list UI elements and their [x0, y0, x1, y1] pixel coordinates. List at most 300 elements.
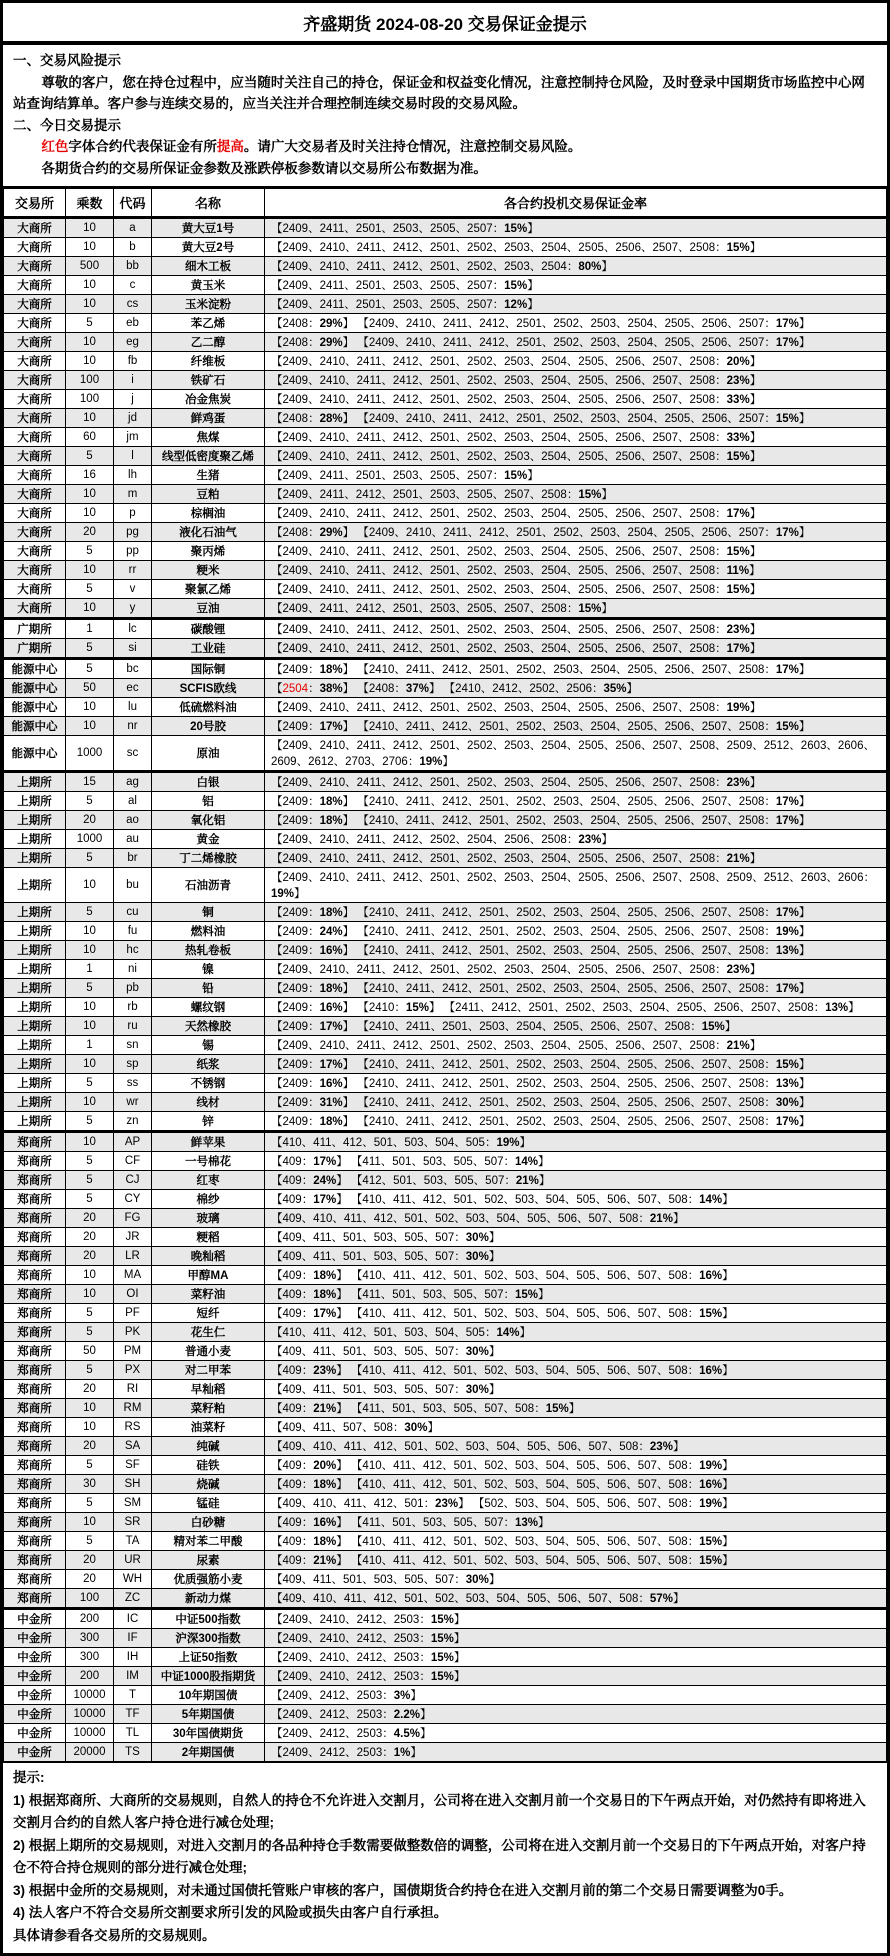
name-cell: 中证500指数: [152, 1609, 265, 1629]
exchange-cell: 大商所: [4, 257, 66, 276]
name-cell: 焦煤: [152, 428, 265, 447]
col-header-exchange: 交易所: [4, 189, 66, 218]
code-cell: ag: [114, 772, 152, 792]
exchange-cell: 中金所: [4, 1609, 66, 1629]
table-row: [4, 922, 887, 941]
multiplier-cell: 5: [66, 1074, 114, 1093]
name-cell: 铝: [152, 792, 265, 811]
table-row: [4, 679, 887, 698]
exchange-cell: 郑商所: [4, 1132, 66, 1152]
table-row: [4, 1285, 887, 1304]
name-cell: 天然橡胶: [152, 1017, 265, 1036]
table-row: [4, 868, 887, 903]
code-cell: ss: [114, 1074, 152, 1093]
margin-rate-cell: [265, 811, 887, 830]
name-cell: 鲜苹果: [152, 1132, 265, 1152]
table-row: [4, 1609, 887, 1629]
name-cell: 菜籽油: [152, 1285, 265, 1304]
name-cell: 碳酸锂: [152, 619, 265, 639]
table-row: [4, 1074, 887, 1093]
rate-group: 【409：21%】: [271, 1555, 348, 1567]
exchange-cell: 能源中心: [4, 717, 66, 736]
margin-rate-cell: [265, 698, 887, 717]
rate-group: 【409、410、411、412、501、502、503、504、505、506、507、508：23%】: [271, 1441, 685, 1453]
code-cell: SH: [114, 1475, 152, 1494]
table-row: [4, 659, 887, 679]
exchange-cell: 能源中心: [4, 736, 66, 772]
name-cell: 锡: [152, 1036, 265, 1055]
rate-group: 【409：17%】: [271, 1194, 348, 1206]
name-cell: 棕榈油: [152, 504, 265, 523]
table-row: [4, 333, 887, 352]
rate-group: 【2410、2411、2412、2501、2502、2503、2504、2505、2506、2507、2508：17%】: [357, 664, 811, 676]
table-row: [4, 238, 887, 257]
rate-group: 【2409、2411、2501、2503、2505、2507：15%】: [271, 223, 539, 235]
code-cell: fu: [114, 922, 152, 941]
multiplier-cell: 10000: [66, 1724, 114, 1743]
code-cell: ni: [114, 960, 152, 979]
name-cell: 丁二烯橡胶: [152, 849, 265, 868]
name-cell: 豆粕: [152, 485, 265, 504]
rate-group: 【409、411、501、503、505、507：30%】: [271, 1574, 501, 1586]
margin-rate-cell: [265, 333, 887, 352]
rate-group: 【409：20%】: [271, 1460, 348, 1472]
exchange-cell: 大商所: [4, 409, 66, 428]
exchange-cell: 上期所: [4, 868, 66, 903]
multiplier-cell: 20: [66, 811, 114, 830]
name-cell: 锌: [152, 1112, 265, 1132]
table-row: [4, 542, 887, 561]
table-row: [4, 1648, 887, 1667]
margin-rate-cell: [265, 1361, 887, 1380]
table-row: [4, 1532, 887, 1551]
exchange-cell: 上期所: [4, 1017, 66, 1036]
name-cell: 精对苯二甲酸: [152, 1532, 265, 1551]
rate-group: 【409：24%】: [271, 1175, 348, 1187]
rate-group: 【409：18%】: [271, 1289, 348, 1301]
multiplier-cell: 10: [66, 1285, 114, 1304]
rate-group: 【2409：17%】: [271, 1021, 355, 1033]
exchange-cell: 大商所: [4, 333, 66, 352]
exchange-cell: 大商所: [4, 447, 66, 466]
rate-group: 【409、411、507、508：30%】: [271, 1422, 439, 1434]
name-cell: 燃料油: [152, 922, 265, 941]
code-cell: al: [114, 792, 152, 811]
table-row: [4, 979, 887, 998]
table-row: [4, 960, 887, 979]
margin-rate-cell: [265, 1686, 887, 1705]
table-row: [4, 1475, 887, 1494]
name-cell: 铜: [152, 903, 265, 922]
multiplier-cell: 10: [66, 238, 114, 257]
name-cell: 玻璃: [152, 1209, 265, 1228]
rate-group: 【2409：16%】: [271, 1078, 355, 1090]
exchange-cell: 郑商所: [4, 1494, 66, 1513]
multiplier-cell: 20: [66, 1380, 114, 1399]
name-cell: 白银: [152, 772, 265, 792]
exchange-cell: 郑商所: [4, 1456, 66, 1475]
multiplier-cell: 60: [66, 428, 114, 447]
margin-rate-cell: [265, 1228, 887, 1247]
multiplier-cell: 10: [66, 1055, 114, 1074]
table-row: [4, 561, 887, 580]
exchange-cell: 中金所: [4, 1667, 66, 1686]
section1-heading: 一、交易风险提示: [13, 53, 121, 68]
name-cell: 早籼稻: [152, 1380, 265, 1399]
exchange-cell: 大商所: [4, 561, 66, 580]
margin-rate-cell: [265, 1494, 887, 1513]
multiplier-cell: 5: [66, 1532, 114, 1551]
margin-rate-cell: [265, 504, 887, 523]
exchange-cell: 大商所: [4, 542, 66, 561]
exchange-cell: 上期所: [4, 772, 66, 792]
rate-group: 【411、501、503、505、507：14%】: [350, 1156, 550, 1168]
rate-group: 【2410、2412、2502、2506：35%】: [443, 683, 639, 695]
multiplier-cell: 5: [66, 903, 114, 922]
rate-group: 【2410、2411、2412、2501、2502、2503、2504、2505、2506、2507、2508：19%】: [357, 926, 811, 938]
code-cell: SA: [114, 1437, 152, 1456]
margin-rate-cell: [265, 238, 887, 257]
code-cell: JR: [114, 1228, 152, 1247]
rate-group: 【2410、2411、2501、2503、2504、2505、2506、2507、2508：15%】: [357, 1021, 737, 1033]
exchange-cell: 郑商所: [4, 1247, 66, 1266]
exchange-cell: 大商所: [4, 504, 66, 523]
exchange-cell: 大商所: [4, 314, 66, 333]
exchange-cell: 郑商所: [4, 1380, 66, 1399]
code-cell: v: [114, 580, 152, 599]
rate-group: 【2409、2410、2411、2412、2502、2504、2506、2508：23%】: [271, 834, 613, 846]
margin-rate-cell: [265, 1609, 887, 1629]
rate-group: 【2409、2410、2411、2412、2501、2502、2503、2504、2505、2506、2507、2508：20%】: [271, 356, 762, 368]
code-cell: CY: [114, 1190, 152, 1209]
table-row: [4, 409, 887, 428]
rate-group: 【2409、2410、2411、2412、2501、2502、2503、2504、2505、2506、2507、2508、2509、2512、2603、2606、2609、2612、2703、2706：19%】: [271, 740, 875, 768]
name-cell: 粳米: [152, 561, 265, 580]
name-cell: 沪深300指数: [152, 1629, 265, 1648]
rate-group: 【410、411、412、501、502、503、504、505、506、507、508：16%】: [350, 1479, 734, 1491]
exchange-cell: 郑商所: [4, 1266, 66, 1285]
rate-group: 【409：21%】: [271, 1403, 348, 1415]
rate-group: 【409、411、501、503、505、507：30%】: [271, 1251, 501, 1263]
code-cell: IM: [114, 1667, 152, 1686]
table-row: [4, 447, 887, 466]
table-row: [4, 523, 887, 542]
rate-group: 【410、411、412、501、502、503、504、505、506、507、508：15%】: [350, 1555, 734, 1567]
table-row: [4, 772, 887, 792]
exchange-cell: 中金所: [4, 1629, 66, 1648]
rate-group: 【2410、2411、2412、2501、2502、2503、2504、2505、2506、2507、2508：17%】: [357, 1116, 811, 1128]
rate-group: 【2409、2410、2411、2412、2501、2502、2503、2504、2505、2506、2507：17%】: [357, 318, 811, 330]
multiplier-cell: 20: [66, 1551, 114, 1570]
multiplier-cell: 5: [66, 1152, 114, 1171]
margin-rate-cell: [265, 1093, 887, 1112]
code-cell: PX: [114, 1361, 152, 1380]
code-cell: ZC: [114, 1589, 152, 1609]
exchange-cell: 郑商所: [4, 1399, 66, 1418]
rate-group: 【2409、2410、2411、2412、2501、2502、2503、2504、2505、2506、2507、2508：21%】: [271, 1040, 762, 1052]
multiplier-cell: 10: [66, 333, 114, 352]
rate-group: 【410、411、412、501、502、503、504、505、506、507、508：15%】: [350, 1536, 734, 1548]
name-cell: 线材: [152, 1093, 265, 1112]
col-header-margin-rate: 各合约投机交易保证金率: [265, 189, 887, 218]
name-cell: 乙二醇: [152, 333, 265, 352]
code-cell: si: [114, 639, 152, 659]
margin-rate-cell: [265, 868, 887, 903]
table-row: [4, 1152, 887, 1171]
code-cell: PF: [114, 1304, 152, 1323]
margin-rate-cell: [265, 542, 887, 561]
exchange-cell: 上期所: [4, 979, 66, 998]
name-cell: SCFIS欧线: [152, 679, 265, 698]
margin-rate-cell: [265, 485, 887, 504]
margin-rate-cell: [265, 1152, 887, 1171]
table-row: [4, 352, 887, 371]
code-cell: IF: [114, 1629, 152, 1648]
multiplier-cell: 5: [66, 979, 114, 998]
table-row: [4, 1247, 887, 1266]
exchange-cell: 郑商所: [4, 1152, 66, 1171]
code-cell: LR: [114, 1247, 152, 1266]
code-cell: cs: [114, 295, 152, 314]
code-cell: RM: [114, 1399, 152, 1418]
table-row: [4, 1686, 887, 1705]
rate-group: 【409：16%】: [271, 1517, 348, 1529]
multiplier-cell: 20: [66, 1247, 114, 1266]
name-cell: 黄金: [152, 830, 265, 849]
margin-rate-cell: [265, 736, 887, 772]
code-cell: RI: [114, 1380, 152, 1399]
code-cell: ec: [114, 679, 152, 698]
table-row: [4, 1209, 887, 1228]
exchange-cell: 能源中心: [4, 659, 66, 679]
name-cell: 聚丙烯: [152, 542, 265, 561]
name-cell: 纯碱: [152, 1437, 265, 1456]
exchange-cell: 中金所: [4, 1648, 66, 1667]
rate-group: 【2409：17%】: [271, 721, 355, 733]
exchange-cell: 上期所: [4, 1093, 66, 1112]
margin-rate-cell: [265, 1036, 887, 1055]
rate-group: 【410、411、412、501、503、504、505：14%】: [271, 1327, 531, 1339]
rate-group: 【2408：29%】: [271, 527, 355, 539]
rate-group: 【410、411、412、501、502、503、504、505、506、507、508：16%】: [350, 1365, 734, 1377]
name-cell: 石油沥青: [152, 868, 265, 903]
multiplier-cell: 5: [66, 1304, 114, 1323]
rate-group: 【2409：18%】: [271, 1116, 355, 1128]
exchange-cell: 郑商所: [4, 1342, 66, 1361]
margin-rate-cell: [265, 1285, 887, 1304]
code-cell: AP: [114, 1132, 152, 1152]
margin-rate-cell: [265, 960, 887, 979]
code-cell: a: [114, 218, 152, 238]
col-header-name: 名称: [152, 189, 265, 218]
rate-group: 【2408：29%】: [271, 337, 355, 349]
multiplier-cell: 10: [66, 485, 114, 504]
exchange-cell: 大商所: [4, 352, 66, 371]
margin-rate-cell: [265, 314, 887, 333]
code-cell: jm: [114, 428, 152, 447]
table-row: [4, 371, 887, 390]
section2-heading: 二、今日交易提示: [13, 117, 121, 133]
multiplier-cell: 20: [66, 1437, 114, 1456]
rate-group: 【2409、2410、2411、2412、2501、2502、2503、2504、2505、2506、2507、2508：21%】: [271, 853, 762, 865]
code-cell: y: [114, 599, 152, 619]
exchange-cell: 大商所: [4, 295, 66, 314]
rate-group: 【410、411、412、501、502、503、504、505、506、507、508：16%】: [350, 1270, 734, 1282]
rate-group: 【2409、2411、2412、2501、2503、2505、2507、2508：15%】: [271, 603, 613, 615]
margin-rate-cell: [265, 1342, 887, 1361]
exchange-cell: 郑商所: [4, 1475, 66, 1494]
multiplier-cell: 10: [66, 1266, 114, 1285]
code-cell: CF: [114, 1152, 152, 1171]
table-row: [4, 1743, 887, 1762]
code-cell: pg: [114, 523, 152, 542]
margin-rate-cell: [265, 1132, 887, 1152]
note-item: 具体请参看各交易所的交易规则。: [13, 1927, 216, 1943]
code-cell: sc: [114, 736, 152, 772]
margin-rate-cell: [265, 599, 887, 619]
exchange-cell: 上期所: [4, 1055, 66, 1074]
rate-group: 【2410、2411、2412、2501、2502、2503、2504、2505、2506、2507、2508：17%】: [357, 815, 811, 827]
note-item: 4) 法人客户不符合交易所交割要求所引发的风险或损失由客户自行承担。: [13, 1905, 448, 1920]
name-cell: 鲜鸡蛋: [152, 409, 265, 428]
table-row: [4, 792, 887, 811]
name-cell: 聚氯乙烯: [152, 580, 265, 599]
table-row: [4, 1418, 887, 1437]
exchange-cell: 大商所: [4, 523, 66, 542]
name-cell: 国际铜: [152, 659, 265, 679]
code-cell: eg: [114, 333, 152, 352]
table-row: [4, 599, 887, 619]
table-row: [4, 1323, 887, 1342]
rate-group: 【409、410、411、412、501、502、503、504、505、506、507、508：57%】: [271, 1593, 685, 1605]
table-row: [4, 1629, 887, 1648]
margin-rate-cell: [265, 1074, 887, 1093]
highlight-line: [13, 136, 877, 158]
multiplier-cell: 5: [66, 447, 114, 466]
multiplier-cell: 10: [66, 922, 114, 941]
margin-rate-cell: [265, 619, 887, 639]
margin-rate-cell: [265, 466, 887, 485]
rate-group: 【2409、2410、2411、2412、2501、2502、2503、2504、2505、2506、2507：17%】: [357, 337, 811, 349]
name-cell: 红枣: [152, 1171, 265, 1190]
name-cell: 20号胶: [152, 717, 265, 736]
rate-group: 【2409、2410、2411、2412、2501、2502、2503、2504、2505、2506、2507、2508：15%】: [271, 584, 762, 596]
multiplier-cell: 1000: [66, 830, 114, 849]
code-cell: lc: [114, 619, 152, 639]
name-cell: 黄大豆2号: [152, 238, 265, 257]
multiplier-cell: 30: [66, 1475, 114, 1494]
exchange-cell: 上期所: [4, 849, 66, 868]
name-cell: 镍: [152, 960, 265, 979]
margin-rate-cell: [265, 659, 887, 679]
rate-group: 【2409、2410、2412、2503：15%】: [271, 1633, 466, 1645]
code-cell: T: [114, 1686, 152, 1705]
multiplier-cell: 10: [66, 1513, 114, 1532]
code-cell: SM: [114, 1494, 152, 1513]
multiplier-cell: 5: [66, 1190, 114, 1209]
exchange-cell: 大商所: [4, 428, 66, 447]
exchange-cell: 上期所: [4, 1112, 66, 1132]
exchange-cell: 大商所: [4, 485, 66, 504]
rate-group: 【2409：18%】: [271, 907, 355, 919]
multiplier-cell: 5: [66, 639, 114, 659]
code-cell: PK: [114, 1323, 152, 1342]
name-cell: 豆油: [152, 599, 265, 619]
margin-rate-cell: [265, 1055, 887, 1074]
multiplier-cell: 100: [66, 371, 114, 390]
note-item: 2) 根据上期所的交易规则，对进入交割月的各品种持仓手数需要做整数倍的调整，公司将在进入交割月前一个交易日的下午两点开始，对客户持仓不符合持仓规则的部分进行减仓处理;: [13, 1837, 866, 1875]
margin-rate-cell: [265, 772, 887, 792]
margin-rate-cell: [265, 447, 887, 466]
multiplier-cell: 10: [66, 218, 114, 238]
exchange-cell: 上期所: [4, 830, 66, 849]
code-cell: ao: [114, 811, 152, 830]
multiplier-cell: 200: [66, 1667, 114, 1686]
name-cell: 不锈钢: [152, 1074, 265, 1093]
multiplier-cell: 5: [66, 314, 114, 333]
multiplier-cell: 10000: [66, 1705, 114, 1724]
code-cell: zn: [114, 1112, 152, 1132]
name-cell: 铁矿石: [152, 371, 265, 390]
code-cell: bb: [114, 257, 152, 276]
rate-group: 【410、411、412、501、502、503、504、505、506、507、508：14%】: [350, 1194, 734, 1206]
table-row: [4, 1724, 887, 1743]
table-row: [4, 580, 887, 599]
multiplier-cell: 5: [66, 1112, 114, 1132]
code-cell: wr: [114, 1093, 152, 1112]
name-cell: 一号棉花: [152, 1152, 265, 1171]
code-cell: SF: [114, 1456, 152, 1475]
rate-group: 【2409、2411、2412、2501、2503、2505、2507、2508：15%】: [271, 489, 613, 501]
exchange-cell: 上期所: [4, 998, 66, 1017]
margin-rate-cell: [265, 849, 887, 868]
notes-section: [3, 1762, 887, 1953]
rate-group: 【2409、2410、2411、2412、2501、2502、2503、2504、2505、2506、2507、2508：15%】: [271, 242, 762, 254]
rate-group: 【412、501、503、505、507：21%】: [350, 1175, 551, 1187]
rate-group: 【2409、2410、2411、2412、2501、2502、2503、2504、2505、2506、2507、2508：23%】: [271, 375, 762, 387]
margin-rate-cell: [265, 998, 887, 1017]
margin-rate-cell: [265, 1667, 887, 1686]
name-cell: 氧化铝: [152, 811, 265, 830]
multiplier-cell: 5: [66, 849, 114, 868]
margin-rate-cell: [265, 1570, 887, 1589]
note-item: 3) 根据中金所的交易规则，对未通过国债托管账户审核的客户，国债期货合约持仓在进入交割月前的第二个交易日需要调整为0手。: [13, 1882, 793, 1898]
col-header-multiplier: 乘数: [66, 189, 114, 218]
multiplier-cell: 20: [66, 1228, 114, 1247]
margin-rate-cell: [265, 218, 887, 238]
code-cell: FG: [114, 1209, 152, 1228]
multiplier-cell: 5: [66, 1361, 114, 1380]
rate-group: 【2409：18%】: [271, 815, 355, 827]
margin-rate-cell: [265, 352, 887, 371]
exchange-cell: 上期所: [4, 941, 66, 960]
plain-text: 。请广大交易者及时关注持仓情况，注意控制交易风险。: [243, 139, 582, 154]
rate-group: 【2409、2410、2411、2412、2501、2502、2503、2504、2505、2506、2507、2508：15%】: [271, 546, 762, 558]
multiplier-cell: 5: [66, 1456, 114, 1475]
code-cell: rr: [114, 561, 152, 580]
exchange-cell: 上期所: [4, 1036, 66, 1055]
rate-group: 【2409、2411、2501、2503、2505、2507：12%】: [271, 299, 539, 311]
multiplier-cell: 10: [66, 1418, 114, 1437]
multiplier-cell: 10: [66, 1399, 114, 1418]
exchange-cell: 郑商所: [4, 1209, 66, 1228]
margin-rate-cell: [265, 1380, 887, 1399]
margin-rate-cell: [265, 1304, 887, 1323]
exchange-cell: 大商所: [4, 390, 66, 409]
rate-group: 【409：18%】: [271, 1536, 348, 1548]
rate-group: 【502、503、504、505、506、507、508：19%】: [472, 1498, 734, 1510]
rate-group: 【410、411、412、501、502、503、504、505、506、507、508：19%】: [350, 1460, 734, 1472]
